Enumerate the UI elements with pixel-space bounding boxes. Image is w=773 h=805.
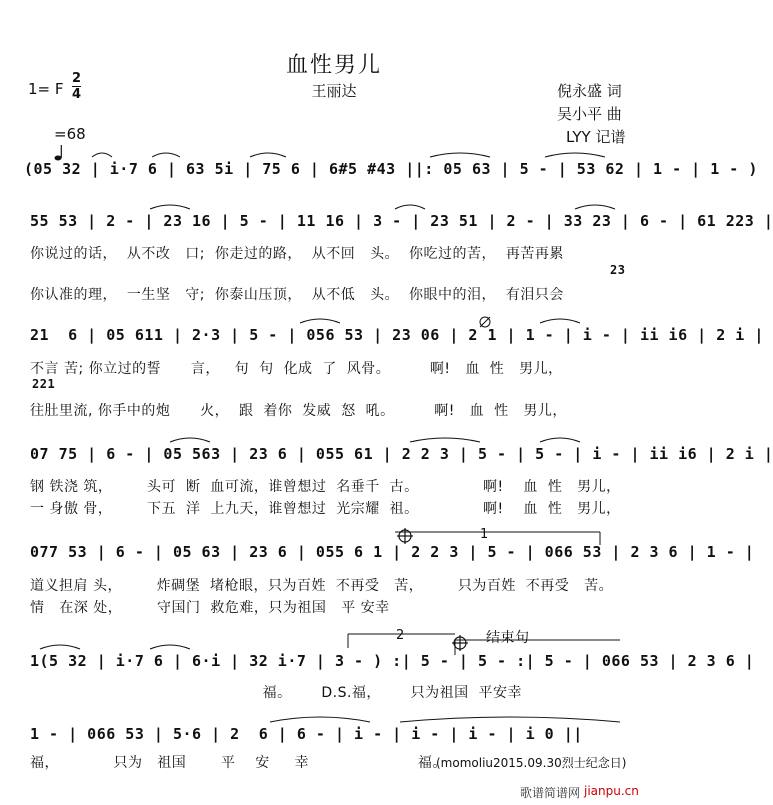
system-1-lyric-1: 你说过的话， 从不改 口; 你走过的路， 从不回 头。 你吃过的苦， 再苦再累 (30, 246, 564, 262)
ending-label: 结束句 (486, 630, 530, 646)
coda-icon-2 (452, 635, 468, 651)
singer: 王丽达 (311, 82, 357, 100)
system-2-lyric-1: 不言 苦; 你立过的誓 言， 句 句 化成 了 风骨。 啊! 血 性 男儿， (30, 361, 563, 377)
key-signature: 1= F (28, 80, 64, 98)
song-title: 血性男儿 (285, 53, 382, 78)
system-3-lyric-1: 钢 铁浇 筑， 头可 断 血可流，谁曾想过 名垂千 古。 啊! 血 性 男儿， (30, 479, 621, 495)
system-4-notes: 077 53 | 6 - | 05 63 | 23 6 | 055 6 1 | 2 2 3 | 5 - | 066 53 | 2 3 6 | 1 - | (30, 543, 755, 561)
time-signature-top: 2 (72, 71, 82, 86)
system-6-notes: 1 - | 066 53 | 5·6 | 2 6 | 6 - | i - | i - | i - | i 0 || (30, 725, 583, 743)
segno-icon (480, 317, 490, 327)
system-2-notes: 21 6 | 05 611 | 2·3 | 5 - | 056 53 | 23 06 | 2 1 | 1 - | i - | ii i6 | 2 i | (30, 326, 764, 344)
system-2-extra-notes: 221 (32, 377, 56, 391)
system-4-lyric-2: 情 在深 处， 守国门 救危难，只为祖国 平 安幸 (30, 600, 390, 616)
system-3-notes: 07 75 | 6 - | 05 563 | 23 6 | 055 61 | 2 2 3 | 5 - | 5 - | i - | ii i6 | 2 i | (30, 445, 773, 463)
tempo-marking: =68 (54, 125, 86, 143)
system-5-notes: 1(5 32 | i·7 6 | 6·i | 32 i·7 | 3 - ) :| 5 - | 5 - :| 5 - | 066 53 | 2 3 6 | (30, 652, 755, 670)
transcriber-signature: (momoliu2015.09.30烈士纪念日) (436, 756, 627, 770)
system-1-notes: 55 53 | 2 - | 23 16 | 5 - | 11 16 | 3 - | 23 51 | 2 - | 33 23 | 6 - | 61 223 | (30, 212, 773, 230)
system-3-lyric-2: 一 身傲 骨， 下五 洋 上九天，谁曾想过 光宗耀 祖。 啊! 血 性 男儿， (30, 501, 621, 517)
system-2-lyric-2: 往肚里流, 你手中的炮 火， 跟 着你 发威 怒 吼。 啊! 血 性 男儿， (30, 403, 567, 419)
system-1-lyric-2: 你认准的理， 一生坚 守; 你泰山压顶， 从不低 头。 你眼中的泪， 有泪只会 (30, 287, 564, 303)
volta-1-number: 1 (480, 527, 489, 542)
time-signature-bottom: 4 (72, 87, 82, 102)
composer-credit: 吴小平 曲 (557, 105, 622, 123)
watermark-site-name: 歌谱简谱网 (520, 786, 581, 800)
system-6-lyric-1: 福， 只为 祖国 平 安 幸 福。 (30, 755, 447, 771)
volta-2-number: 2 (396, 628, 405, 643)
lyricist-credit: 倪永盛 词 (557, 82, 622, 100)
transcriber-credit: LYY 记谱 (566, 128, 626, 146)
intro-notes: (05 32 | i·7 6 | 63 5i | 75 6 | 6#5 #43 ||: 05 63 | 5 - | 53 62 | 1 - | 1 - ) (24, 160, 758, 178)
system-5-lyric-1: 福。 D.S.福， 只为祖国 平安幸 (30, 685, 523, 701)
system-4-lyric-1: 道义担肩 头， 炸碉堡 堵枪眼，只为百姓 不再受 苦， 只为百姓 不再受 苦。 (30, 578, 614, 594)
system-1-extra-notes: 23 (610, 263, 626, 277)
watermark-domain: jianpu.cn (584, 784, 639, 798)
coda-icon (397, 528, 413, 544)
